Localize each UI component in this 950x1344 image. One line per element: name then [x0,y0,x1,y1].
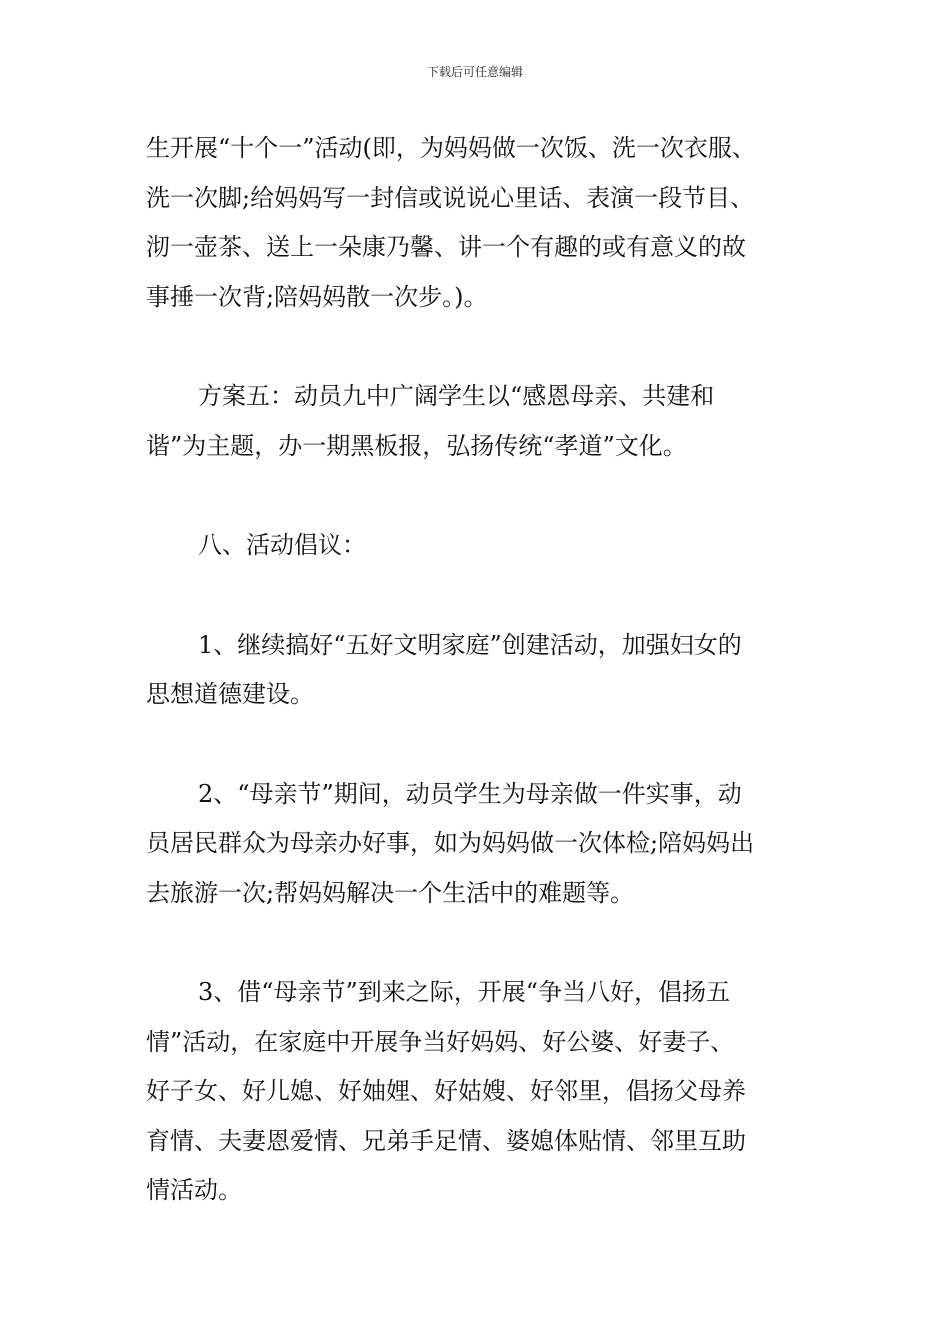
text-line: 方案五：动员九中广阔学生以“感恩母亲、共建和 [198,382,715,410]
text-line: 沏一壶茶、送上一朵康乃馨、讲一个有趣的或有意义的故 [146,233,746,261]
paragraph-spacer [146,918,846,968]
text-line: 生开展“十个一”活动(即，为妈妈做一次饭、洗一次衣服、 [146,134,756,162]
paragraph-activity-list [146,124,846,322]
text-line: 3、借“母亲节”到来之际，开展“争当八好，倡扬五 [198,978,731,1006]
section-heading-initiatives [146,521,846,571]
paragraph-spacer [146,322,846,372]
text-line: 思想道德建设。 [146,680,314,708]
paragraph-initiative-3 [146,968,846,1216]
paragraph-initiative-2 [146,770,846,919]
text-line: 育情、夫妻恩爱情、兄弟手足情、婆媳体贴情、邻里互助 [146,1126,746,1155]
text-line: 情活动。 [146,1176,242,1204]
text-line: 八、活动倡议： [198,531,366,559]
paragraph-initiative-1 [146,621,846,720]
paragraph-spacer [146,471,846,521]
text-line: 好子女、好儿媳、好妯娌、好姑嫂、好邻里，倡扬父母养 [146,1077,746,1105]
paragraph-plan-five [146,372,846,471]
text-line: 情”活动，在家庭中开展争当好妈妈、好公婆、好妻子、 [146,1027,735,1056]
text-line: 1、继续搞好“五好文明家庭”创建活动，加强妇女的 [198,630,742,659]
page-header: 下载后可任意编辑 [426,65,523,79]
text-line: 洗一次脚;给妈妈写一封信或说说心里话、表演一段节目、 [146,183,755,212]
text-line: 2、“母亲节”期间，动员学生为母亲做一件实事，动 [198,779,742,808]
text-line: 谐”为主题，办一期黑板报，弘扬传统“孝道”文化。 [146,431,687,460]
paragraph-spacer [146,720,846,770]
text-line: 去旅游一次;帮妈妈解决一个生活中的难题等。 [146,878,635,907]
text-line: 员居民群众为母亲办好事，如为妈妈做一次体检;陪妈妈出 [146,829,755,857]
paragraph-spacer [146,571,846,621]
document-body [146,124,846,1216]
text-line: 事捶一次背;陪妈妈散一次步。)。 [146,282,488,311]
